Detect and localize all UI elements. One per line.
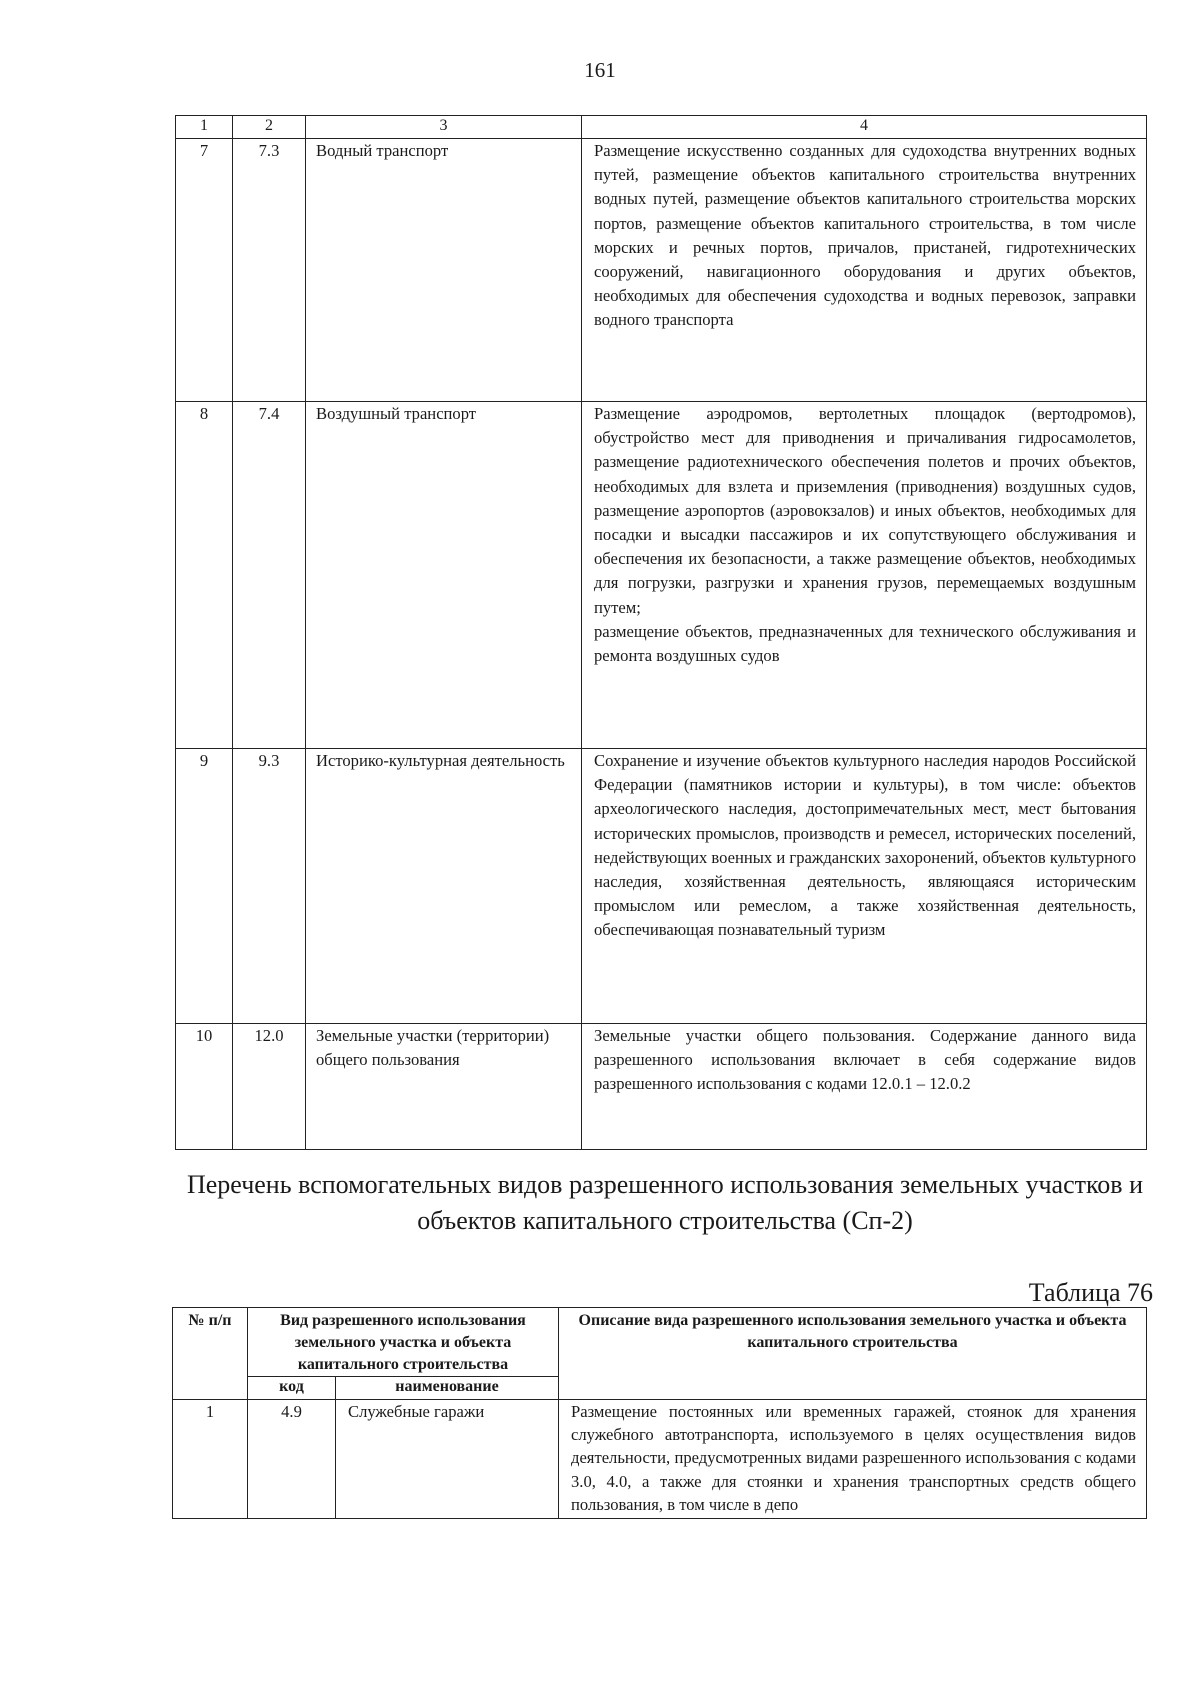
table-row — [173, 1400, 1147, 1519]
use-description: Сохранение и изучение объектов культурного наследия народов Российской Федерации (памятников истории и культуры), в том числе: объектов археологического наследия, достопримечательных мест, мест бытования исторических промыслов, производств и ремесел, исторических поселений, недействующих военных и гражданских захоронений, объектов культурного наследия, хозяйственная деятельность, являющаяся историческим промыслом или ремеслом, а также хозяйственная деятельность, обеспечивающая познавательный туризм — [582, 749, 1147, 1024]
use-description-paragraph: Размещение аэродромов, вертолетных площадок (вертодромов), обустройство мест для приводнения и причаливания гидросамолетов, размещение радиотехнического обеспечения полетов и прочих объектов, необходимых для взлета и приземления (приводнения) воздушных судов, размещение аэропортов (аэровокзалов) и иных объектов, необходимых для посадки и высадки пассажиров и их сопутствующего обслуживания и обеспечения их безопасности, а также размещение объектов, необходимых для погрузки, разгрузки и хранения грузов, перемещаемых воздушным путем; — [594, 404, 1136, 617]
use-description: Земельные участки общего пользования. Содержание данного вида разрешенного использования включает в себя содержание видов разрешенного использования с кодами 12.0.1 – 12.0.2 — [582, 1024, 1147, 1150]
auxiliary-land-use-table — [172, 1307, 1147, 1519]
table-row — [176, 749, 1147, 1024]
header-row-number: № п/п — [173, 1308, 248, 1400]
header-use-description: Описание вида разрешенного использования земельного участка и объекта капитального строительства — [559, 1308, 1147, 1400]
row-number: 10 — [176, 1024, 233, 1150]
header-use-type: Вид разрешенного использования земельного участка и объекта капитального строительства — [248, 1308, 559, 1377]
use-description: Размещение искусственно созданных для судоходства внутренних водных путей, размещение объектов капитального строительства внутренних водных путей, размещение объектов капитального строительства морских портов, размещение объектов капитального строительства, в том числе морских и речных портов, причалов, пристаней, гидротехнических сооружений, навигационного оборудования и других объектов, необходимых для обеспечения судоходства и водных перевозок, заправки водного транспорта — [582, 139, 1147, 402]
use-name: Земельные участки (территории) общего пользования — [306, 1024, 582, 1150]
table-header-row — [176, 116, 1147, 139]
column-number-3: 3 — [306, 116, 582, 139]
row-number: 9 — [176, 749, 233, 1024]
page-number: 161 — [584, 58, 616, 82]
row-number: 7 — [176, 139, 233, 402]
table-row — [176, 402, 1147, 749]
column-number-2: 2 — [233, 116, 306, 139]
use-code: 9.3 — [233, 749, 306, 1024]
table-label: Таблица 76 — [1028, 1278, 1153, 1307]
section-title: Перечень вспомогательных видов разрешенного использования земельных участков и объектов капитального строительства (Сп-2) — [186, 1170, 1143, 1235]
use-description-paragraph: размещение объектов, предназначенных для технического обслуживания и ремонта воздушных судов — [594, 621, 1136, 666]
table-header-row — [173, 1308, 1147, 1377]
use-name: Водный транспорт — [306, 139, 582, 402]
use-code: 12.0 — [233, 1024, 306, 1150]
table-row — [176, 1024, 1147, 1150]
land-use-table-continued — [175, 115, 1147, 1150]
use-description — [582, 402, 1147, 749]
table-row — [176, 139, 1147, 402]
use-name: Историко-культурная деятельность — [306, 749, 582, 1024]
use-description: Размещение постоянных или временных гаражей, стоянок для хранения служебного автотранспорта, используемого в целях осуществления видов деятельности, предусмотренных видами разрешенного использования с кодами 3.0, 4.0, а также для стоянки и хранения транспортных средств общего пользования, в том числе в депо — [559, 1400, 1147, 1519]
row-number: 8 — [176, 402, 233, 749]
header-code: код — [248, 1377, 336, 1400]
use-name: Воздушный транспорт — [306, 402, 582, 749]
row-number: 1 — [173, 1400, 248, 1519]
header-name: наименование — [336, 1377, 559, 1400]
use-code: 7.3 — [233, 139, 306, 402]
use-code: 7.4 — [233, 402, 306, 749]
column-number-1: 1 — [176, 116, 233, 139]
use-name: Служебные гаражи — [336, 1400, 559, 1519]
use-code: 4.9 — [248, 1400, 336, 1519]
column-number-4: 4 — [582, 116, 1147, 139]
